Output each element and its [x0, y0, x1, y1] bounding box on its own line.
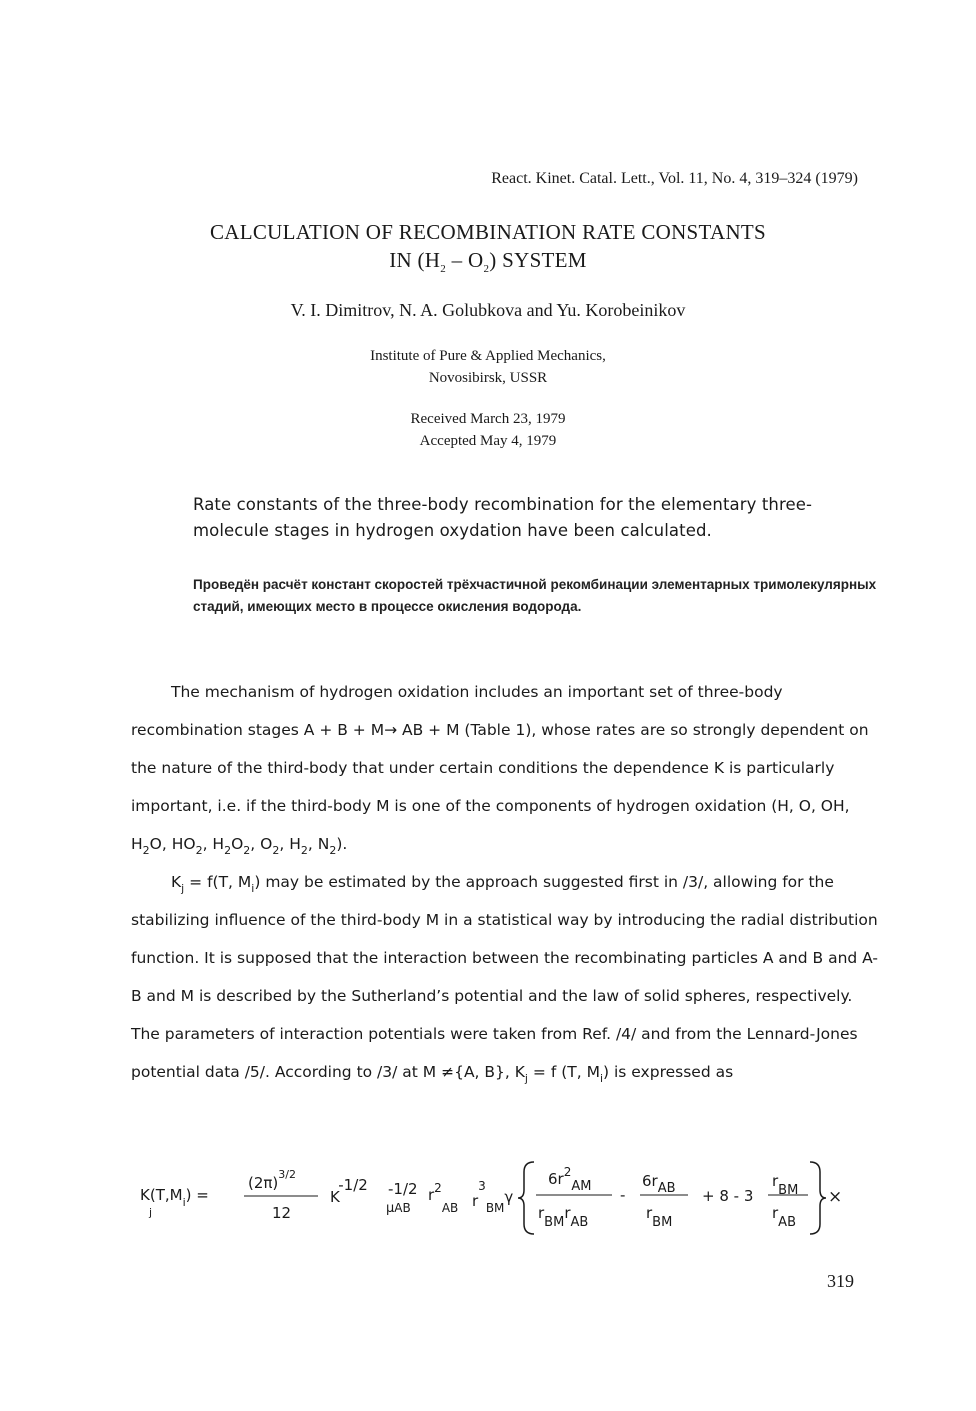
- journal-reference: React. Kinet. Catal. Lett., Vol. 11, No. 4, 319–324 (1979): [491, 170, 858, 187]
- received-date: Received March 23, 1979: [410, 411, 566, 427]
- eq-t3-num: rBM: [772, 1172, 799, 1198]
- title-line-1: CALCULATION OF RECOMBINATION RATE CONSTANTS: [209, 220, 767, 244]
- eq-lhs-j: j: [149, 1206, 153, 1219]
- rate-constant-equation: [140, 1158, 860, 1238]
- submission-dates: [0, 408, 976, 452]
- abstract-russian: Проведён расчёт констант скоростей трёхчастичной рекомбинации элементарных тримолекулярных стадий, имеющих место в процессе окисления водорода.: [193, 577, 877, 614]
- body-text: [131, 673, 886, 1091]
- eq-minus: -: [620, 1186, 626, 1204]
- eq-k-term: K-1/2: [330, 1176, 368, 1206]
- paragraph-2: $K_j = f(T$, $M_i$) may be estimated by the approach suggested first in /3/, allowing for the stabilizing influence of the third-body M in a statistical way by introducing the radial distribution function. It is supposed that the interaction between the recombinating particles A and B and A-B and M is described by the Sutherland’s potential and the law of solid spheres, respectively. The parameters of interaction potentials were taken from Ref. /4/ and from the Lennard-Jones potential data /5/. According to /3/ at M ≠{A, B}, $K_j = f$ (T, $M_i$) is expressed as: [131, 873, 879, 1085]
- eq-mu: μAB: [386, 1201, 411, 1216]
- eq-times: ×: [828, 1187, 843, 1207]
- page-number: 319: [827, 1271, 854, 1291]
- eq-r-ab: $r^2_{AB}$: [428, 1181, 459, 1215]
- eq-plus-eight: + 8 - 3: [702, 1187, 754, 1205]
- eq-frac1-num: $(2\pi)^{3/2}$: [248, 1168, 296, 1192]
- eq-left-brace: [518, 1162, 534, 1234]
- accepted-date: Accepted May 4, 1979: [419, 433, 557, 449]
- eq-t3-den: rAB: [772, 1204, 796, 1230]
- eq-t1-den: rBMrAB: [538, 1204, 589, 1230]
- eq-lhs: $K(T,M_i)$ =: [140, 1186, 209, 1209]
- eq-t1-num: $6r^2AM$: [548, 1165, 592, 1194]
- eq-frac1-den: 12: [272, 1204, 292, 1222]
- paper-title: [0, 218, 976, 274]
- eq-right-brace: [810, 1162, 826, 1234]
- abstract-english: Rate constants of the three-body recombination for the elementary three-molecule stages in hydrogen oxydation have been calculated.: [193, 495, 813, 540]
- title-line-2: IN $(H_2 - O_2)$ SYSTEM: [389, 248, 587, 275]
- affiliation: Institute of Pure & Applied Mechanics, Novosibirsk, USSR: [370, 348, 606, 386]
- paragraph-1: The mechanism of hydrogen oxidation includes an important set of three-body recombination stages A + B + M→ AB + M (Table 1), whose rates are so strongly dependent on the nature of the third-body that under certain conditions the dependence K is particularly important, i.e. if the third-body M is one of the components of hydrogen oxidation (H, O, OH, $H_2O$, $HO_2$, $H_2O_2$, $O_2$, $H_2$, $N_2$).: [131, 683, 869, 857]
- author-list: V. I. Dimitrov, N. A. Golubkova and Yu. Korobeinikov: [290, 300, 686, 320]
- eq-mu-term: -1/2: [388, 1180, 418, 1198]
- eq-t2-num: 6rAB: [642, 1172, 676, 1196]
- eq-r-bm: $r^3_{BM}\gamma$: [472, 1179, 514, 1215]
- eq-t2-den: rBM: [646, 1204, 673, 1230]
